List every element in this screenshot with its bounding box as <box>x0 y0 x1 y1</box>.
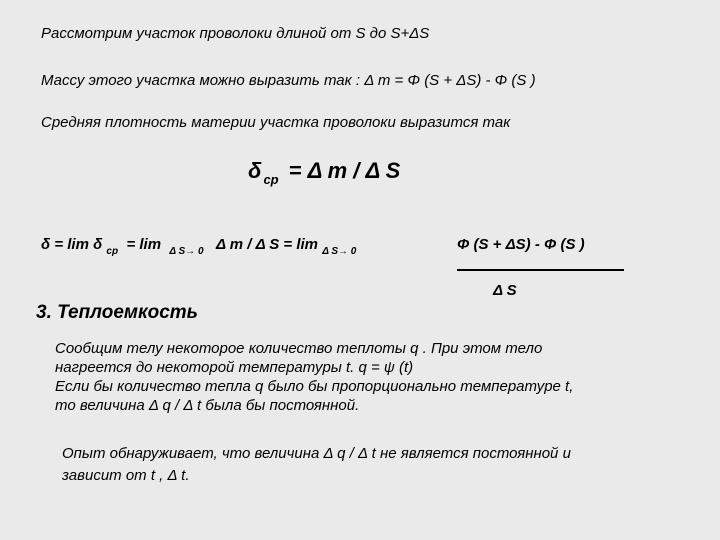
paragraph-heat <box>55 339 695 415</box>
limit-sub-2: Δ S→ 0 <box>322 246 357 257</box>
paragraph-line: Сообщим телу некоторое количество теплоты q . При этом тело <box>55 340 543 357</box>
limit-part-b: = lim <box>126 236 162 253</box>
formula-lhs: δ <box>248 158 262 183</box>
density-intro-line: Средняя плотность материи участка проволоки выразится так <box>41 114 511 131</box>
formula-subscript: ср <box>263 172 279 187</box>
limit-part-a: δ = lim δ <box>41 236 103 253</box>
section-heading: 3. Теплоемкость <box>36 302 198 323</box>
intro-line-1: Рассмотрим участок проволоки длиной от S до S+ΔS <box>41 25 430 42</box>
fraction-numerator: Φ (S + ΔS) - Φ (S ) <box>457 236 585 253</box>
fraction-bar <box>457 269 624 271</box>
limit-sub-cp: ср <box>106 246 119 257</box>
formula-rhs: = Δ m / Δ S <box>288 158 401 183</box>
limit-formula <box>41 236 356 257</box>
mass-expression-line: Массу этого участка можно выразить так : Δ m = Φ (S + ΔS) - Φ (S ) <box>41 72 536 89</box>
paragraph-line: нагреется до некоторой температуры t. q = ψ (t) <box>55 359 414 376</box>
average-density-formula <box>248 158 400 187</box>
fraction-denominator: Δ S <box>493 282 517 299</box>
paragraph-line: Если бы количество тепла q было бы пропорционально температуре t, <box>55 378 574 395</box>
paragraph-line: зависит от t , Δ t. <box>62 467 190 484</box>
paragraph-line: Опыт обнаруживает, что величина Δ q / Δ t не является постоянной и <box>62 445 571 462</box>
limit-part-c: Δ m / Δ S = lim <box>216 236 319 253</box>
limit-sub-1: Δ S→ 0 <box>169 246 204 257</box>
paragraph-line: то величина Δ q / Δ t была бы постоянной. <box>55 397 360 414</box>
paragraph-experiment <box>62 443 702 487</box>
